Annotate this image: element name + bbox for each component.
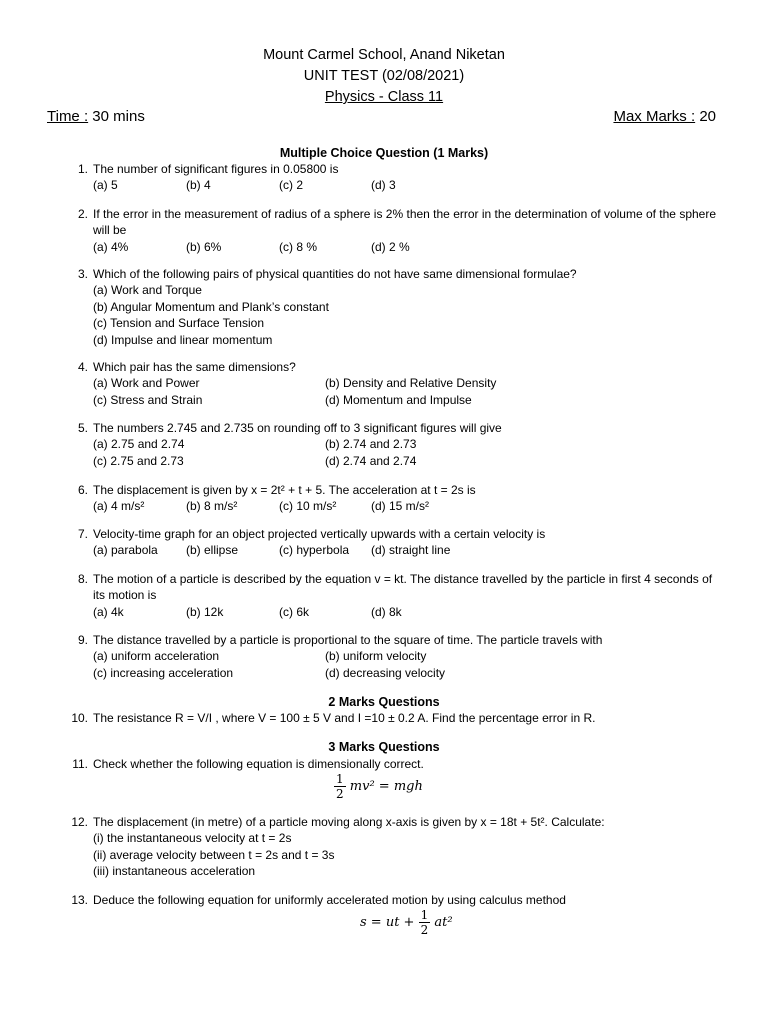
options-row (93, 239, 718, 255)
question-number: 13. (71, 893, 88, 907)
question-number: 7. (77, 527, 88, 541)
fraction: $\frac{1}{2}$ (336, 772, 344, 801)
formula-motion (360, 908, 453, 937)
question-text: Which pair has the same dimensions? (93, 360, 296, 374)
question-number: 12. (71, 815, 88, 829)
subject-title: Physics - Class 11 (324, 89, 444, 105)
question-text: The displacement (in metre) of a particle moving along x-axis is given by x = 18t + 5t². Calculate: (93, 815, 605, 829)
option: (a) 4 m/s² (93, 499, 145, 514)
option: (a) parabola (93, 543, 158, 558)
formula-text: at² (434, 915, 453, 930)
option: (c) increasing acceleration (93, 665, 234, 680)
option: (c) 2.75 and 2.73 (93, 453, 184, 468)
option: (a) 5 (93, 178, 118, 193)
option: (a) Work and Torque (93, 283, 202, 298)
option: (c) 8 % (279, 239, 318, 254)
section-heading-two-marks: 2 Marks Questions (328, 695, 440, 709)
options-row (93, 453, 718, 469)
question-number: 11. (72, 757, 88, 771)
formula-text: mv² = mgh (349, 779, 423, 794)
question-number: 9. (77, 633, 88, 647)
options-row (93, 604, 718, 620)
time-value: 30 mins (92, 108, 145, 125)
subpart: (i) the instantaneous velocity at t = 2s (93, 831, 292, 846)
subpart: (iii) instantaneous acceleration (93, 864, 256, 879)
option: (d) Impulse and linear momentum (93, 332, 273, 347)
section-heading-three-marks: 3 Marks Questions (328, 740, 440, 754)
option: (c) Tension and Surface Tension (93, 316, 264, 331)
subpart: (ii) average velocity between t = 2s and t = 3s (93, 847, 335, 862)
question-text: Which of the following pairs of physical quantities do not have same dimensional formulae? (93, 267, 577, 281)
time-label: Time : (47, 108, 89, 125)
question-number: 8. (77, 572, 88, 586)
option: (b) uniform velocity (325, 649, 427, 664)
formula-lhs: s = ut + (360, 915, 415, 930)
option: (d) decreasing velocity (325, 665, 446, 680)
option: (b) 2.74 and 2.73 (325, 437, 417, 452)
option: (b) 4 (186, 178, 211, 193)
option: (c) 6k (279, 604, 309, 619)
school-name: Mount Carmel School, Anand Niketan (263, 47, 505, 63)
formula-energy (334, 772, 423, 801)
question-text: The displacement is given by x = 2t² + t + 5. The acceleration at t = 2s is (93, 483, 476, 497)
question-number: 6. (77, 483, 88, 497)
question-text: The motion of a particle is described by the equation v = kt. The distance travelled by the particle in first 4 seconds of its motion is (93, 572, 713, 603)
option: (c) hyperbola (279, 543, 350, 558)
option: (a) 2.75 and 2.74 (93, 437, 185, 452)
option: (d) 8k (371, 604, 402, 619)
option: (d) straight line (371, 543, 451, 558)
options-row (93, 375, 718, 391)
question-text: Check whether the following equation is dimensionally correct. (93, 757, 424, 771)
options-row (93, 436, 718, 452)
test-title: UNIT TEST (02/08/2021) (303, 68, 465, 84)
option: (a) 4% (93, 239, 129, 254)
option: (b) 6% (186, 239, 222, 254)
question-number: 3. (77, 267, 88, 281)
option: (b) 8 m/s² (186, 499, 238, 514)
option: (b) Angular Momentum and Plank’s constant (93, 299, 329, 314)
question-text: If the error in the measurement of radius of a sphere is 2% then the error in the determination of volume of the sphere will be (93, 207, 717, 238)
question-text: Velocity-time graph for an object projected vertically upwards with a certain velocity is (93, 527, 546, 541)
options-row (93, 392, 718, 408)
option: (a) 4k (93, 604, 124, 619)
options-row (93, 177, 718, 193)
option: (d) 2 % (371, 239, 410, 254)
question-number: 1. (77, 162, 88, 176)
option: (d) 15 m/s² (371, 499, 430, 514)
question-text: The numbers 2.745 and 2.735 on rounding off to 3 significant figures will give (93, 421, 502, 435)
option: (b) 12k (186, 604, 224, 619)
option: (b) Density and Relative Density (325, 376, 497, 391)
question-number: 5. (77, 421, 88, 435)
question-number: 2. (77, 207, 88, 221)
time-info (47, 108, 145, 126)
option: (d) 2.74 and 2.74 (325, 453, 417, 468)
option: (d) Momentum and Impulse (325, 392, 472, 407)
marks-value: 20 (699, 108, 716, 125)
question-text: The number of significant figures in 0.05800 is (93, 162, 339, 176)
option: (a) uniform acceleration (93, 649, 220, 664)
option: (c) 10 m/s² (279, 499, 337, 514)
question-text: The distance travelled by a particle is proportional to the square of time. The particle travels with (93, 633, 603, 647)
option: (b) ellipse (186, 543, 239, 558)
marks-info (613, 108, 716, 126)
options-row (93, 665, 718, 681)
option: (c) Stress and Strain (93, 392, 203, 407)
option: (c) 2 (279, 178, 303, 193)
question-text: The resistance R = V/I , where V = 100 ± 5 V and I =10 ± 0.2 A. Find the percentage error in R. (93, 711, 596, 725)
question-text: Deduce the following equation for uniformly accelerated motion by using calculus method (93, 893, 566, 907)
fraction: $\frac{1}{2}$ (420, 908, 429, 937)
question-number: 10. (71, 711, 88, 725)
marks-label: Max Marks : (613, 108, 696, 125)
question-number: 4. (77, 360, 88, 374)
option: (a) Work and Power (93, 376, 200, 391)
section-heading-mcq: Multiple Choice Question (1 Marks) (279, 146, 489, 160)
options-row (93, 498, 718, 514)
option: (d) 3 (371, 178, 396, 193)
options-row (93, 542, 718, 558)
options-row (93, 648, 718, 664)
